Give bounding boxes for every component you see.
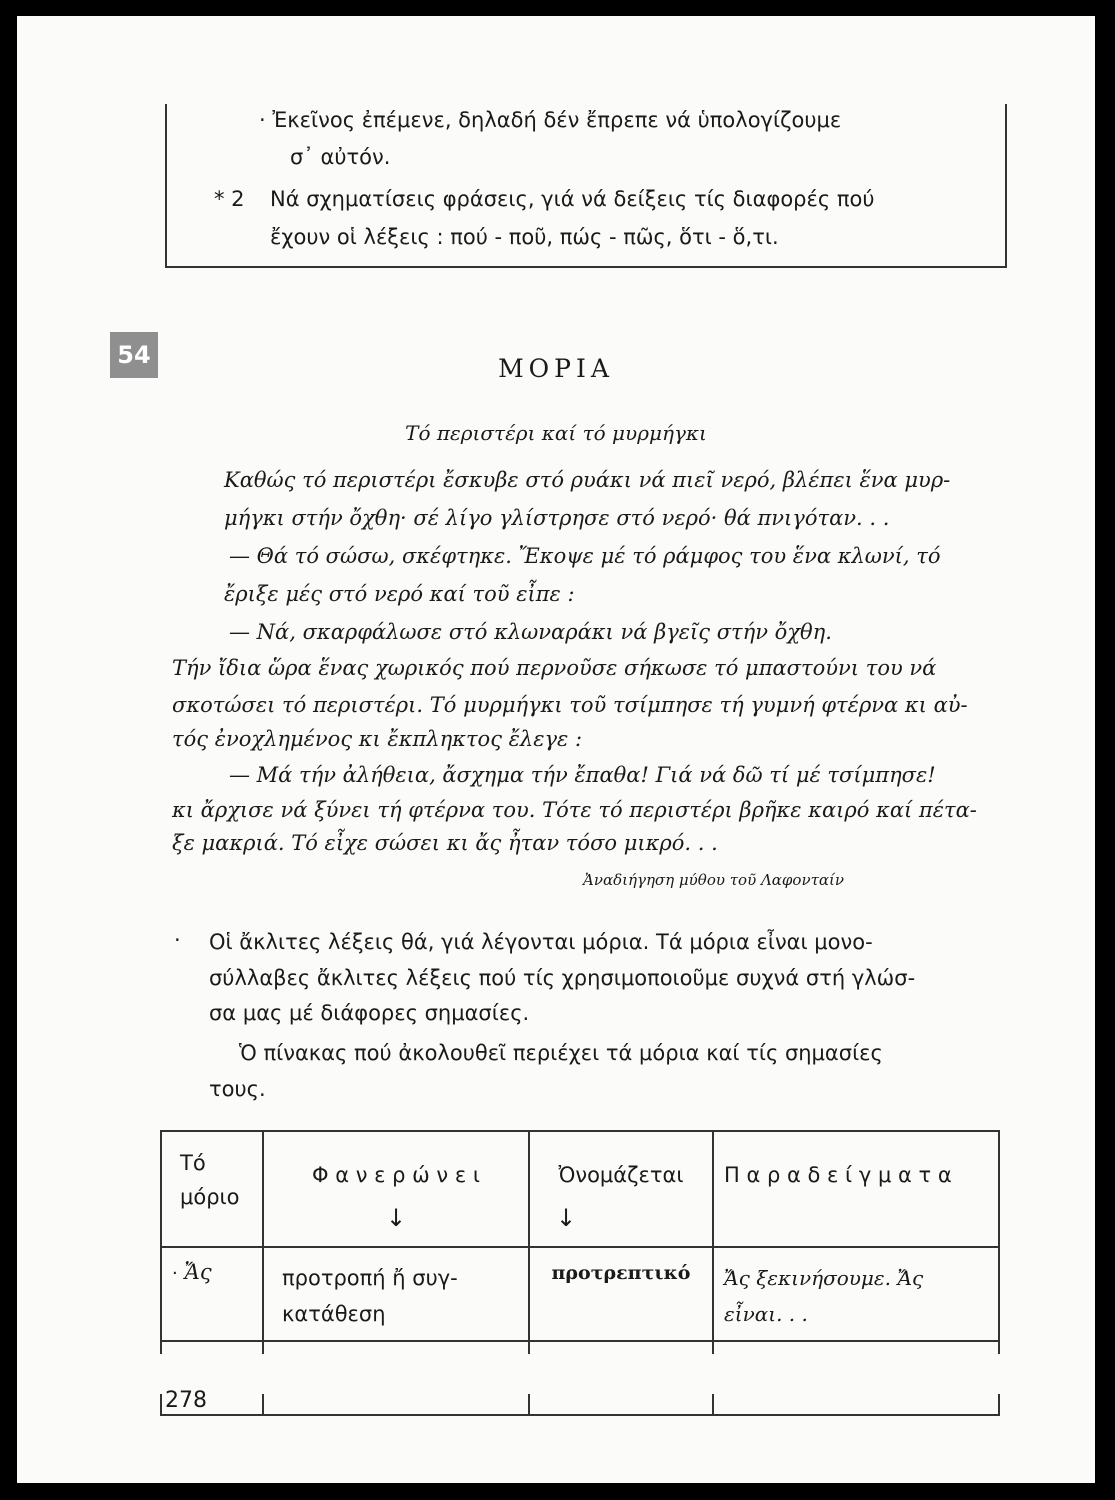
explanation-line: σύλλαβες ἄκλιτες λέξεις πού τίς χρησιμοποιοῦμε συχνά στή γλώσ- xyxy=(209,966,916,990)
particle-type: προτρεπτικό xyxy=(529,1247,713,1341)
header-meaning: Φ α ν ε ρ ώ ν ε ι xyxy=(312,1163,480,1187)
story-line: τός ἐνοχλημένος κι ἔκπληκτος ἔλεγε : xyxy=(172,727,583,751)
meaning: προτροπή ἤ συγ- κατάθεση xyxy=(263,1247,529,1341)
story-line: κι ἄρχισε νά ξύνει τή φτέρνα του. Τότε τό περιστέρι βρῆκε καιρό καί πέτα- xyxy=(172,798,977,822)
arrow-down-icon: ↓ xyxy=(555,1204,577,1232)
exercise-line-1: · Ἐκεῖνος ἐπέμενε, δηλαδή δέν ἔπρεπε νά ὑπολογίζουμε xyxy=(259,108,842,132)
table-cut-mask xyxy=(157,1354,1007,1394)
section-title: ΜΟΡΙΑ xyxy=(498,354,614,383)
table-row xyxy=(161,1247,999,1341)
header-particle: Τό μόριο xyxy=(161,1131,263,1247)
arrow-down-icon: ↓ xyxy=(385,1204,407,1232)
exercise-item-2-line-2: ἔχουν οἱ λέξεις : πού - ποῦ, πώς - πῶς, ὅτι - ὅ,τι. xyxy=(270,225,779,249)
story-line: Τήν ἴδια ὥρα ἕνας χωρικός πού περνοῦσε σήκωσε τό μπαστούνι του νά xyxy=(172,656,937,680)
story-line: — Θά τό σώσω, σκέφτηκε. Ἔκοψε μέ τό ράμφος του ἕνα κλωνί, τό xyxy=(229,544,941,568)
example: Ἄς ξεκινήσουμε. Ἄς εἶναι. . . xyxy=(713,1247,999,1341)
story-line: — Μά τήν ἀλήθεια, ἄσχημα τήν ἔπαθα! Γιά νά δῶ τί μέ τσίμπησε! xyxy=(229,763,936,787)
explanation-line: Ὁ πίνακας πού ἀκολουθεῖ περιέχει τά μόρια καί τίς σημασίες xyxy=(239,1041,883,1065)
bullet: · xyxy=(172,1263,178,1284)
section-number-badge: 54 xyxy=(110,332,158,378)
story-title: Τό περιστέρι καί τό μυρμήγκι xyxy=(405,421,707,445)
story-line: Καθώς τό περιστέρι ἔσκυβε στό ρυάκι νά πιεῖ νερό, βλέπει ἕνα μυρ- xyxy=(224,468,951,492)
exercise-item-number: * 2 xyxy=(214,187,245,211)
story-line: ξε μακριά. Τό εἶχε σώσει κι ἄς ἦταν τόσο μικρό. . . xyxy=(172,831,718,855)
exercise-line-2: σ᾿ αὐτόν. xyxy=(290,145,391,169)
table-header-row xyxy=(161,1131,999,1247)
particle: Ἄς xyxy=(184,1260,212,1284)
header-name-cell xyxy=(529,1131,713,1247)
exercise-item-2-line-1: Νά σχηματίσεις φράσεις, γιά νά δείξεις τίς διαφορές πού xyxy=(270,187,875,211)
page-number: 278 xyxy=(165,1388,207,1413)
story-line: — Νά, σκαρφάλωσε στό κλωναράκι νά βγεῖς στήν ὄχθη. xyxy=(229,620,832,644)
explanation-line: σα μας μέ διάφορες σημασίες. xyxy=(209,1001,530,1025)
header-examples: Π α ρ α δ ε ί γ μ α τ α xyxy=(713,1131,999,1247)
header-name: Ὀνομάζεται xyxy=(558,1163,684,1187)
story-line: σκοτώσει τό περιστέρι. Τό μυρμήγκι τοῦ τσίμπησε τή γυμνή φτέρνα κι αὐ- xyxy=(172,693,968,717)
story-line: ἔριξε μές στό νερό καί τοῦ εἶπε : xyxy=(224,582,575,606)
explanation-line: Οἱ ἄκλιτες λέξεις θά, γιά λέγονται μόρια. Τά μόρια εἶναι μονο- xyxy=(209,930,873,954)
bullet: · xyxy=(174,928,181,952)
story-source: Ἀναδιήγηση μύθου τοῦ Λαφονταίν xyxy=(583,871,844,889)
book-page xyxy=(17,16,1095,1483)
story-line: μήγκι στήν ὄχθη· σέ λίγο γλίστρησε στό νερό· θά πνιγόταν. . . xyxy=(224,506,890,530)
explanation-line: τους. xyxy=(209,1077,266,1101)
particle-cell xyxy=(161,1247,263,1341)
